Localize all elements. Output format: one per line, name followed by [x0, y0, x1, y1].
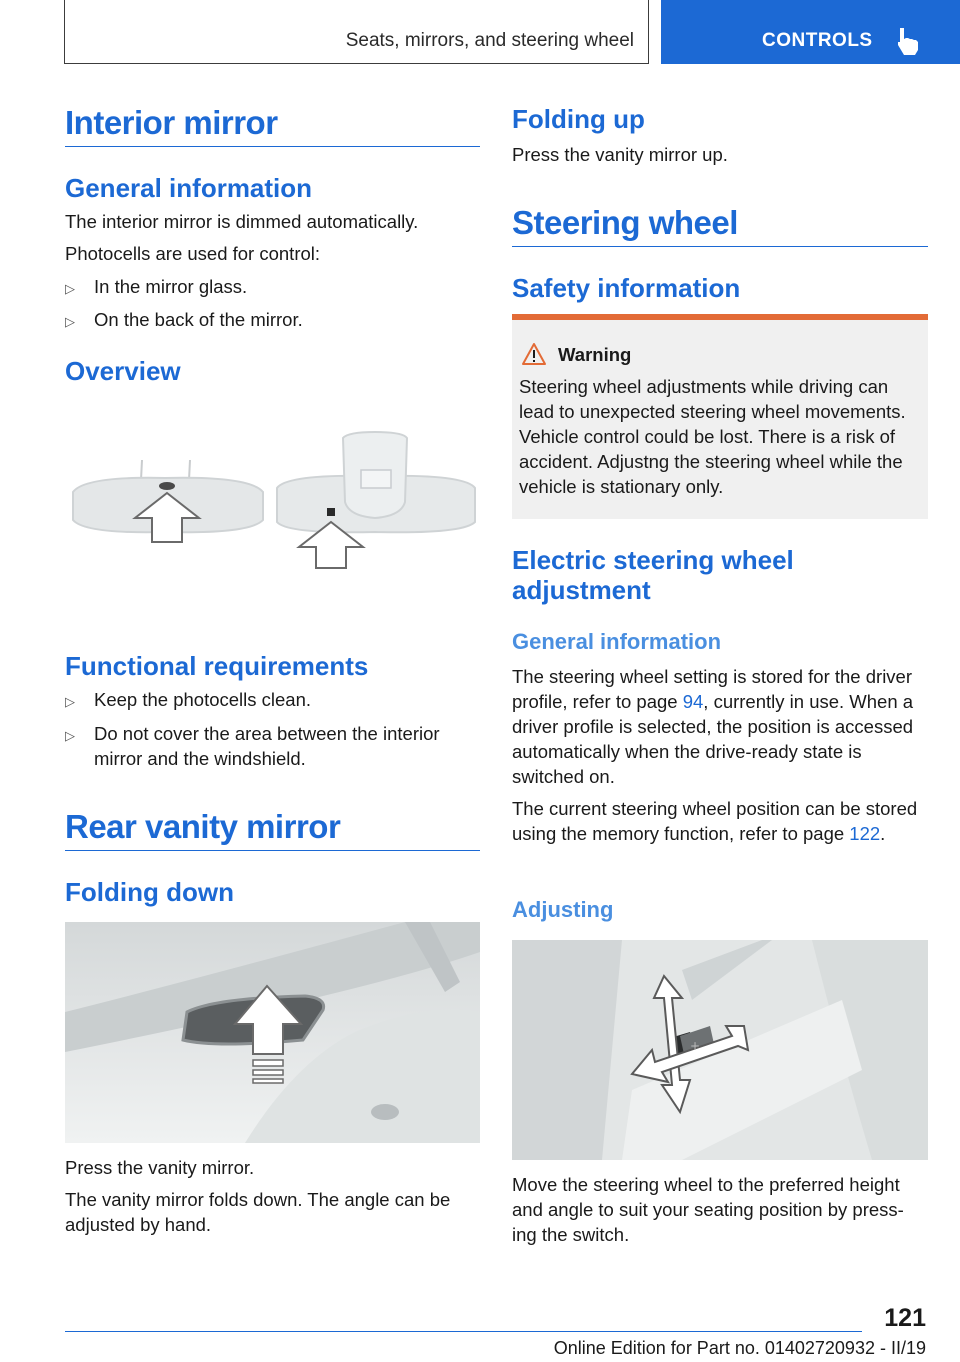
warning-bar: [512, 314, 928, 320]
footer-rule: [65, 1331, 862, 1332]
warning-text: Steering wheel adjustments while driving can lead to unexpected steering wheel movements. Vehicle control could be lost. There is a risk of accident. Adjustng the steering wheel while the vehicle is stationary only.: [519, 376, 906, 497]
general-information-title: General information: [65, 173, 313, 203]
adjusting-paragraph: Move the steering wheel to the preferred height and angle to suit your seating position by press‐ing the switch.: [512, 1174, 904, 1245]
rear-vanity-mirror-rule: [65, 850, 480, 851]
general-information-subtitle: General information: [512, 629, 722, 654]
steering-wheel-rule: [512, 246, 928, 247]
triangle-bullet-icon: ▷: [65, 694, 75, 709]
pointing-hand-icon: [895, 26, 921, 56]
header-section-box: [64, 0, 649, 64]
triangle-bullet-icon: ▷: [65, 728, 75, 743]
overview-title: Overview: [65, 356, 181, 386]
interior-mirror-rule: [65, 146, 480, 147]
rear-vanity-mirror-title: Rear vanity mirror: [65, 808, 341, 845]
general-info-paragraph: The steering wheel setting is stored for the driver profile, refer to page 94, currently in use. When a driver profile is selected, the position is accessed automatically when the drive-ready state is switched on.: [512, 666, 914, 787]
page-link-94[interactable]: 94: [682, 691, 704, 712]
warning-box: [512, 314, 928, 519]
folding-down-title: Folding down: [65, 877, 234, 907]
warning-title: Warning: [558, 344, 632, 365]
header-controls-label: CONTROLS: [762, 30, 873, 51]
folding-down-paragraph-1: Press the vanity mirror.: [65, 1157, 255, 1178]
vanity-mirror-photo: [65, 922, 480, 1143]
electric-adjustment-title: Electric steering wheel adjustment: [512, 545, 794, 605]
adjusting-title: Adjusting: [512, 897, 614, 922]
footer-edition: Online Edition for Part no. 01402720932 - II/19: [553, 1338, 926, 1358]
steering-wheel-title: Steering wheel: [512, 204, 738, 241]
svg-text:+: +: [690, 1039, 701, 1053]
page-number: 121: [884, 1304, 926, 1332]
safety-information-title: Safety information: [512, 273, 741, 303]
page-header: [0, 0, 960, 66]
general-info-paragraph-1: The interior mirror is dimmed automatically.: [65, 211, 419, 232]
triangle-bullet-icon: ▷: [65, 281, 75, 296]
functional-requirements-title: Functional requirements: [65, 651, 369, 681]
interior-mirror-title: Interior mirror: [65, 104, 278, 141]
warning-triangle-icon: [521, 342, 547, 366]
general-info-paragraph-2: Photocells are used for control:: [65, 243, 321, 264]
folding-down-paragraph-2: The vanity mirror folds down. The angle can be adjusted by hand.: [65, 1189, 451, 1235]
header-section-title: Seats, mirrors, and steering wheel: [345, 30, 634, 51]
page-link-122[interactable]: 122: [849, 823, 881, 844]
header-controls-tab: [661, 0, 960, 64]
steering-switch-photo: [512, 940, 928, 1160]
memory-paragraph: The current steering wheel position can be stored using the memory function, refer to page 122.: [512, 798, 918, 844]
overview-mirror-illustration: [65, 430, 480, 600]
folding-up-title: Folding up: [512, 104, 645, 134]
triangle-bullet-icon: ▷: [65, 314, 75, 329]
folding-up-paragraph: Press the vanity mirror up.: [512, 144, 728, 165]
